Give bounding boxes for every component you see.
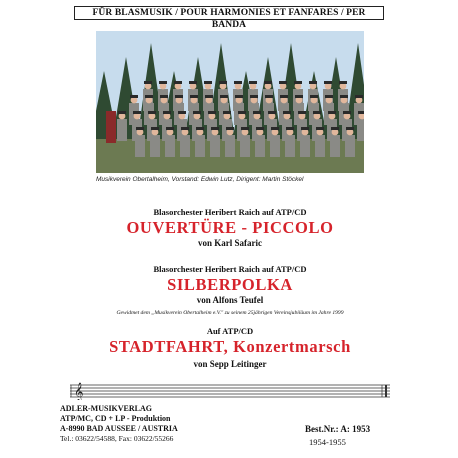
piece-2-recording: Blasorchester Heribert Raich auf ATP/CD <box>153 264 307 274</box>
piece-1-recording: Blasorchester Heribert Raich auf ATP/CD <box>153 207 307 217</box>
photo-caption: Musikverein Obertalheim, Vorstand: Edwin Lutz, Dirigent: Martin Stöckel <box>96 176 304 183</box>
music-staff-ornament <box>70 380 390 400</box>
order-number: Best.Nr.: A: 1953 <box>305 424 371 434</box>
publisher-name: ADLER-MUSIKVERLAG <box>60 404 153 413</box>
piece-1-title: OUVERTÜRE - PICCOLO <box>126 218 334 237</box>
band-photo <box>96 31 364 173</box>
genre-banner: FÜR BLASMUSIK / POUR HARMONIES ET FANFARES / PER BANDA <box>74 6 384 20</box>
publisher-address: A-8990 BAD AUSSEE / AUSTRIA <box>60 424 178 433</box>
piece-2-title: SILBERPOLKA <box>167 275 293 294</box>
piece-3-composer: von Sepp Leitinger <box>193 359 267 369</box>
publisher-contact: Tel.: 03622/54588, Fax: 03622/55266 <box>60 434 174 443</box>
conductor-figure <box>106 111 116 143</box>
publisher-block <box>60 404 260 444</box>
piece-3-title: STADTFAHRT, Konzertmarsch <box>109 337 351 356</box>
piece-2-composer: von Alfons Teufel <box>196 295 264 305</box>
catalog-years: 1954-1955 <box>309 437 346 447</box>
publisher-production: ATP/MC, CD + LP - Produktion <box>60 414 171 423</box>
piece-1-composer: von Karl Safaric <box>198 238 262 248</box>
piece-2-dedication: Gewidmet dem „Musikverein Obertalheim e.V." zu seinem 25jährigen Vereinsjubiläum im Jahre 1999 <box>116 310 344 316</box>
svg-text:𝄞: 𝄞 <box>74 382 84 400</box>
piece-3-recording: Auf ATP/CD <box>206 326 254 336</box>
